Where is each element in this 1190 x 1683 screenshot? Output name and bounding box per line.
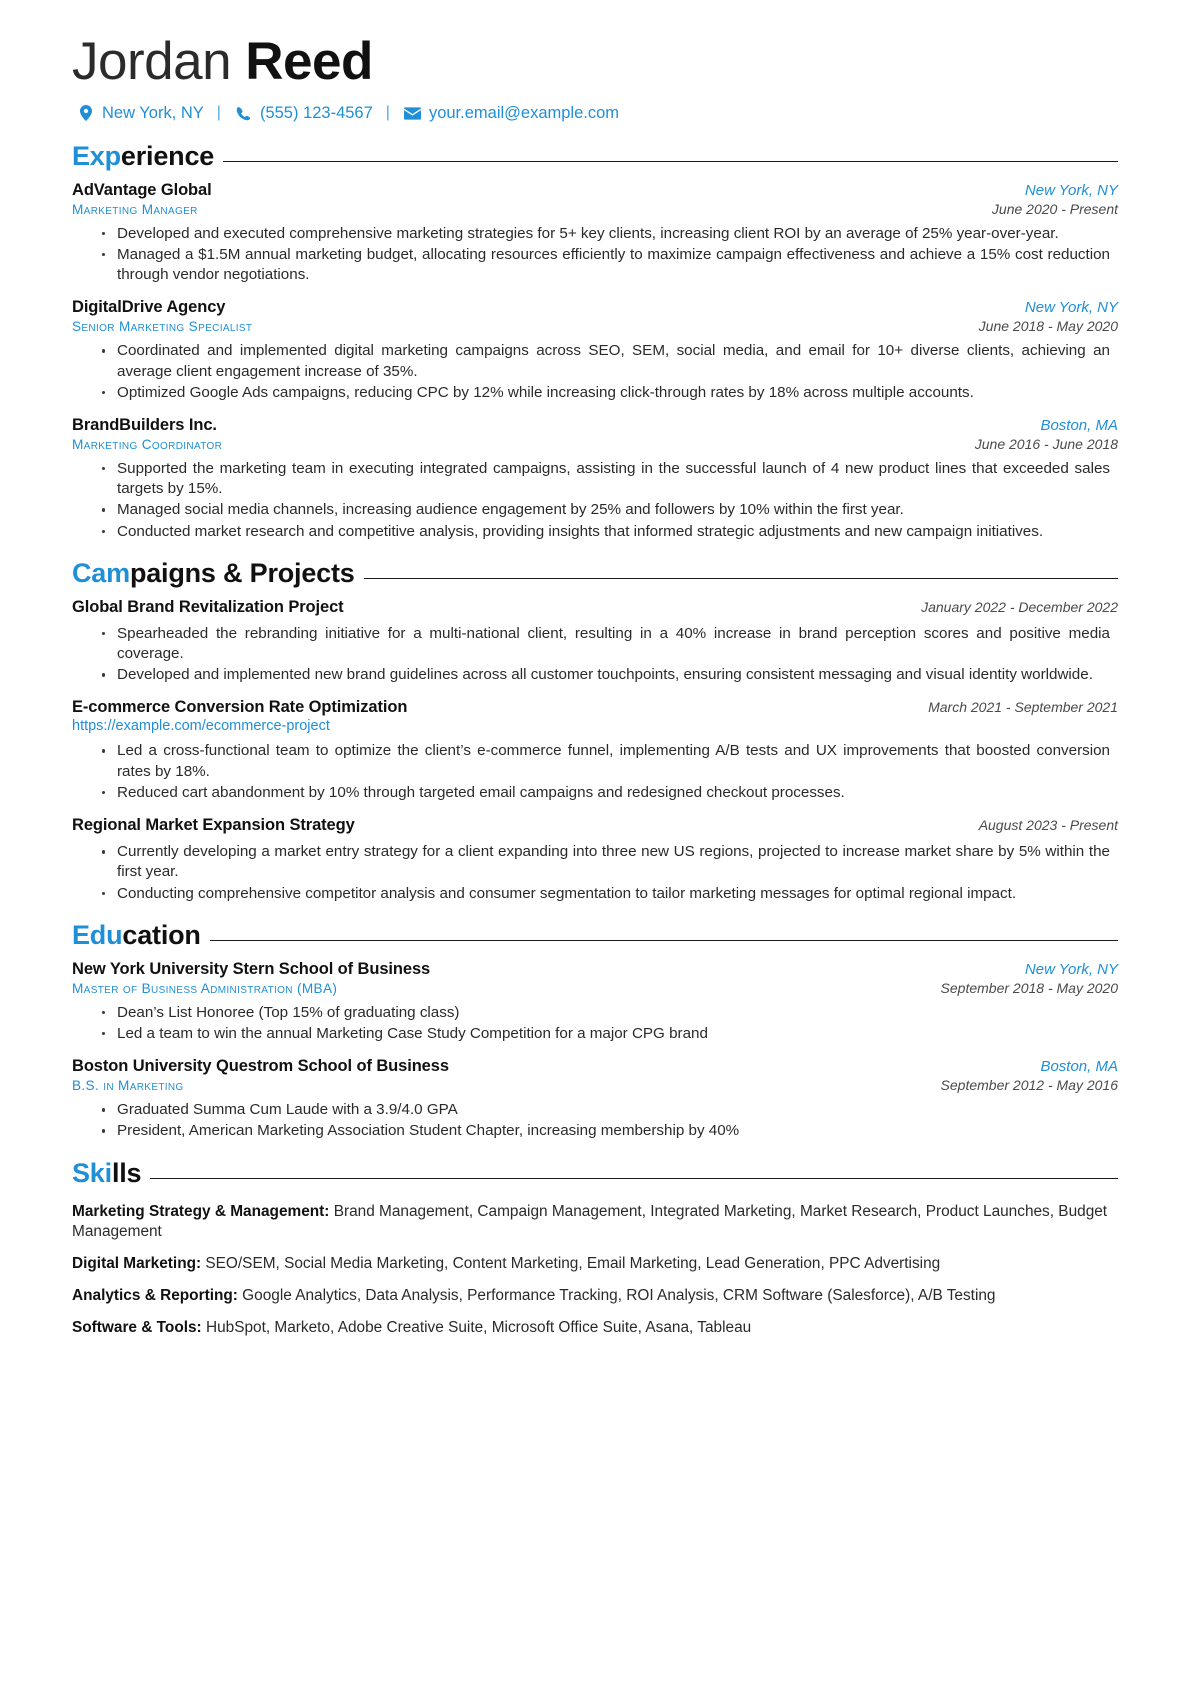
last-name: Reed	[245, 32, 373, 91]
skill-row	[72, 1202, 1118, 1244]
skill-category: Analytics & Reporting:	[72, 1287, 238, 1305]
entry-bullet-list	[72, 459, 1118, 542]
section-title-highlight: Edu	[72, 919, 123, 950]
email-text[interactable]: your.email@example.com	[428, 103, 620, 122]
contact-separator-2: |	[385, 104, 390, 122]
entry-date: June 2016 - June 2018	[974, 435, 1118, 452]
entry-date: January 2022 - December 2022	[921, 598, 1118, 615]
entry-role: Master of Business Administration (MBA)	[72, 980, 338, 996]
bullet-item: Coordinated and implemented digital marketing campaigns across SEO, SEM, social media, and email for 10+ diverse clients, achieving an average client engagement increase of 35%.	[102, 341, 1118, 381]
skill-items: Brand Management, Campaign Management, Integrated Marketing, Market Research, Product Launches, Budget Management	[72, 1202, 1108, 1241]
section-header-experience	[72, 141, 1118, 172]
bullet-item: Managed social media channels, increasing audience engagement by 25% and followers by 10% within the first year.	[102, 500, 1118, 520]
bullet-item: Supported the marketing team in executing integrated campaigns, assisting in the successful launch of 4 new product lines that exceeded sales targets by 15%.	[102, 459, 1118, 499]
entry-location: New York, NY	[1024, 960, 1118, 978]
resume-entry	[72, 1057, 1118, 1141]
skill-category: Digital Marketing:	[72, 1255, 202, 1273]
entry-role: B.S. in Marketing	[72, 1078, 184, 1094]
resume-entry	[72, 416, 1118, 542]
section-title-campaigns	[72, 558, 355, 589]
bullet-item: Conducting comprehensive competitor analysis and consumer segmentation to tailor marketing messages for optimal regional impact.	[102, 884, 1118, 904]
entry-organization: New York University Stern School of Business	[72, 959, 431, 978]
entry-role: Senior Marketing Specialist	[72, 319, 253, 335]
section-header-skills	[72, 1158, 1118, 1189]
section-rule	[210, 940, 1118, 941]
bullet-item: Dean’s List Honoree (Top 15% of graduating class)	[102, 1003, 1118, 1023]
section-title-rest: lls	[111, 1157, 142, 1188]
entry-date: September 2018 - May 2020	[940, 979, 1118, 996]
entry-organization: Boston University Questrom School of Business	[72, 1057, 449, 1076]
entry-organization: AdVantage Global	[72, 180, 212, 199]
section-header-education	[72, 920, 1118, 951]
entry-bullet-list	[72, 224, 1118, 286]
bullet-item: Reduced cart abandonment by 10% through targeted email campaigns and redesigned checkout processes.	[102, 783, 1118, 803]
resume-entry	[72, 960, 1118, 1044]
resume-entry	[72, 598, 1118, 686]
section-title-rest: erience	[120, 140, 215, 171]
entry-subtitle-row	[72, 436, 1118, 452]
entry-title-row	[72, 598, 1118, 617]
entry-organization: Global Brand Revitalization Project	[72, 597, 344, 616]
bullet-item: Managed a $1.5M annual marketing budget, allocating resources efficiently to maximize campaign effectiveness and achieve a 15% cost reduction through vendor negotiations.	[102, 245, 1118, 285]
education-entries	[72, 960, 1118, 1142]
entry-bullet-list	[72, 1100, 1118, 1141]
entry-subtitle-row	[72, 980, 1118, 996]
section-education	[72, 920, 1118, 1142]
skill-row	[72, 1318, 1118, 1339]
bullet-item: Led a team to win the annual Marketing Case Study Competition for a major CPG brand	[102, 1024, 1118, 1044]
resume-entry	[72, 816, 1118, 904]
bullet-item: Led a cross-functional team to optimize the client’s e-commerce funnel, implementing A/B tests and UX improvements that boosted conversion rates by 18%.	[102, 741, 1118, 781]
entry-location: Boston, MA	[1040, 416, 1118, 434]
section-rule	[150, 1178, 1118, 1179]
section-skills	[72, 1158, 1118, 1339]
bullet-item: Currently developing a market entry strategy for a client expanding into three new US regions, projected to increase market share by 5% within the first year.	[102, 842, 1118, 882]
skill-items: SEO/SEM, Social Media Marketing, Content Marketing, Email Marketing, Lead Generation, PPC Advertising	[201, 1255, 941, 1273]
section-title-rest: cation	[122, 919, 201, 950]
entry-location: Boston, MA	[1040, 1058, 1118, 1076]
skill-items: HubSpot, Marketo, Adobe Creative Suite, Microsoft Office Suite, Asana, Tableau	[201, 1318, 752, 1336]
bullet-item: Developed and implemented new brand guidelines across all customer touchpoints, ensuring consistent messaging and visual identity worldwide.	[102, 665, 1118, 685]
skill-items: Google Analytics, Data Analysis, Performance Tracking, ROI Analysis, CRM Software (Salesforce), A/B Testing	[237, 1287, 996, 1305]
entry-date: June 2020 - Present	[991, 200, 1118, 217]
bullet-item: Developed and executed comprehensive marketing strategies for 5+ key clients, increasing client ROI by an average of 25% year-over-year.	[102, 224, 1118, 244]
entry-location: New York, NY	[1024, 299, 1118, 317]
entry-organization: DigitalDrive Agency	[72, 298, 226, 317]
entry-title-row	[72, 1057, 1118, 1076]
section-experience	[72, 141, 1118, 542]
phone-icon	[234, 105, 253, 122]
entry-organization: E-commerce Conversion Rate Optimization	[72, 698, 408, 717]
section-title-highlight: Ski	[72, 1157, 112, 1188]
entry-location: New York, NY	[1024, 181, 1118, 199]
skill-category: Software & Tools:	[72, 1318, 202, 1336]
contact-separator-1: |	[216, 104, 221, 122]
entry-bullet-list	[72, 842, 1118, 904]
contact-bar	[72, 104, 1118, 123]
entry-organization: BrandBuilders Inc.	[72, 415, 217, 434]
skill-rows	[72, 1202, 1118, 1339]
entry-subtitle-row	[72, 201, 1118, 217]
phone-text[interactable]: (555) 123-4567	[259, 103, 373, 122]
location-text: New York, NY	[102, 103, 204, 122]
resume-entry	[72, 298, 1118, 403]
entry-date: June 2018 - May 2020	[978, 318, 1118, 335]
entry-bullet-list	[72, 624, 1118, 686]
entry-title-row	[72, 416, 1118, 435]
resume-entry	[72, 181, 1118, 286]
entry-date: March 2021 - September 2021	[928, 699, 1118, 716]
entry-date: September 2012 - May 2016	[940, 1077, 1118, 1094]
section-rule	[223, 161, 1118, 162]
envelope-icon	[403, 105, 422, 122]
bullet-item: President, American Marketing Association Student Chapter, increasing membership by 40%	[102, 1121, 1118, 1141]
section-title-experience	[72, 141, 214, 172]
section-title-education	[72, 920, 201, 951]
first-name: Jordan	[72, 32, 246, 91]
entry-bullet-list	[72, 341, 1118, 403]
entry-organization: Regional Market Expansion Strategy	[72, 816, 355, 835]
section-campaigns	[72, 558, 1118, 904]
map-pin-icon	[76, 105, 95, 122]
section-title-highlight: Exp	[72, 140, 121, 171]
bullet-item: Graduated Summa Cum Laude with a 3.9/4.0 GPA	[102, 1100, 1118, 1120]
entry-role: Marketing Coordinator	[72, 436, 223, 452]
contact-email[interactable]	[403, 104, 619, 123]
contact-location	[76, 104, 204, 123]
section-title-rest: paigns & Projects	[129, 557, 355, 588]
entry-title-row	[72, 298, 1118, 317]
entry-title-row	[72, 698, 1118, 717]
experience-entries	[72, 181, 1118, 542]
entry-role: Marketing Manager	[72, 201, 198, 217]
section-title-highlight: Cam	[72, 557, 130, 588]
entry-bullet-list	[72, 741, 1118, 803]
entry-title-row	[72, 181, 1118, 200]
campaign-entries	[72, 598, 1118, 904]
entry-subtitle-row	[72, 1077, 1118, 1093]
contact-phone[interactable]	[234, 104, 373, 123]
section-rule	[364, 578, 1118, 579]
candidate-name	[72, 34, 1118, 90]
section-header-campaigns	[72, 558, 1118, 589]
entry-project-link[interactable]: https://example.com/ecommerce-project	[72, 718, 330, 735]
skill-row	[72, 1286, 1118, 1307]
entry-title-row	[72, 816, 1118, 835]
entry-date: August 2023 - Present	[978, 817, 1118, 834]
skill-category: Marketing Strategy & Management:	[72, 1202, 330, 1220]
entry-subtitle-row	[72, 318, 1118, 334]
bullet-item: Conducted market research and competitive analysis, providing insights that informed strategic adjustments and new campaign initiatives.	[102, 522, 1118, 542]
bullet-item: Optimized Google Ads campaigns, reducing CPC by 12% while increasing click-through rates by 18% across multiple accounts.	[102, 383, 1118, 403]
bullet-item: Spearheaded the rebranding initiative for a multi-national client, resulting in a 40% increase in brand perception scores and positive media coverage.	[102, 624, 1118, 664]
section-title-skills	[72, 1158, 141, 1189]
entry-bullet-list	[72, 1003, 1118, 1044]
skill-row	[72, 1254, 1118, 1275]
resume-entry	[72, 698, 1118, 803]
entry-title-row	[72, 960, 1118, 979]
